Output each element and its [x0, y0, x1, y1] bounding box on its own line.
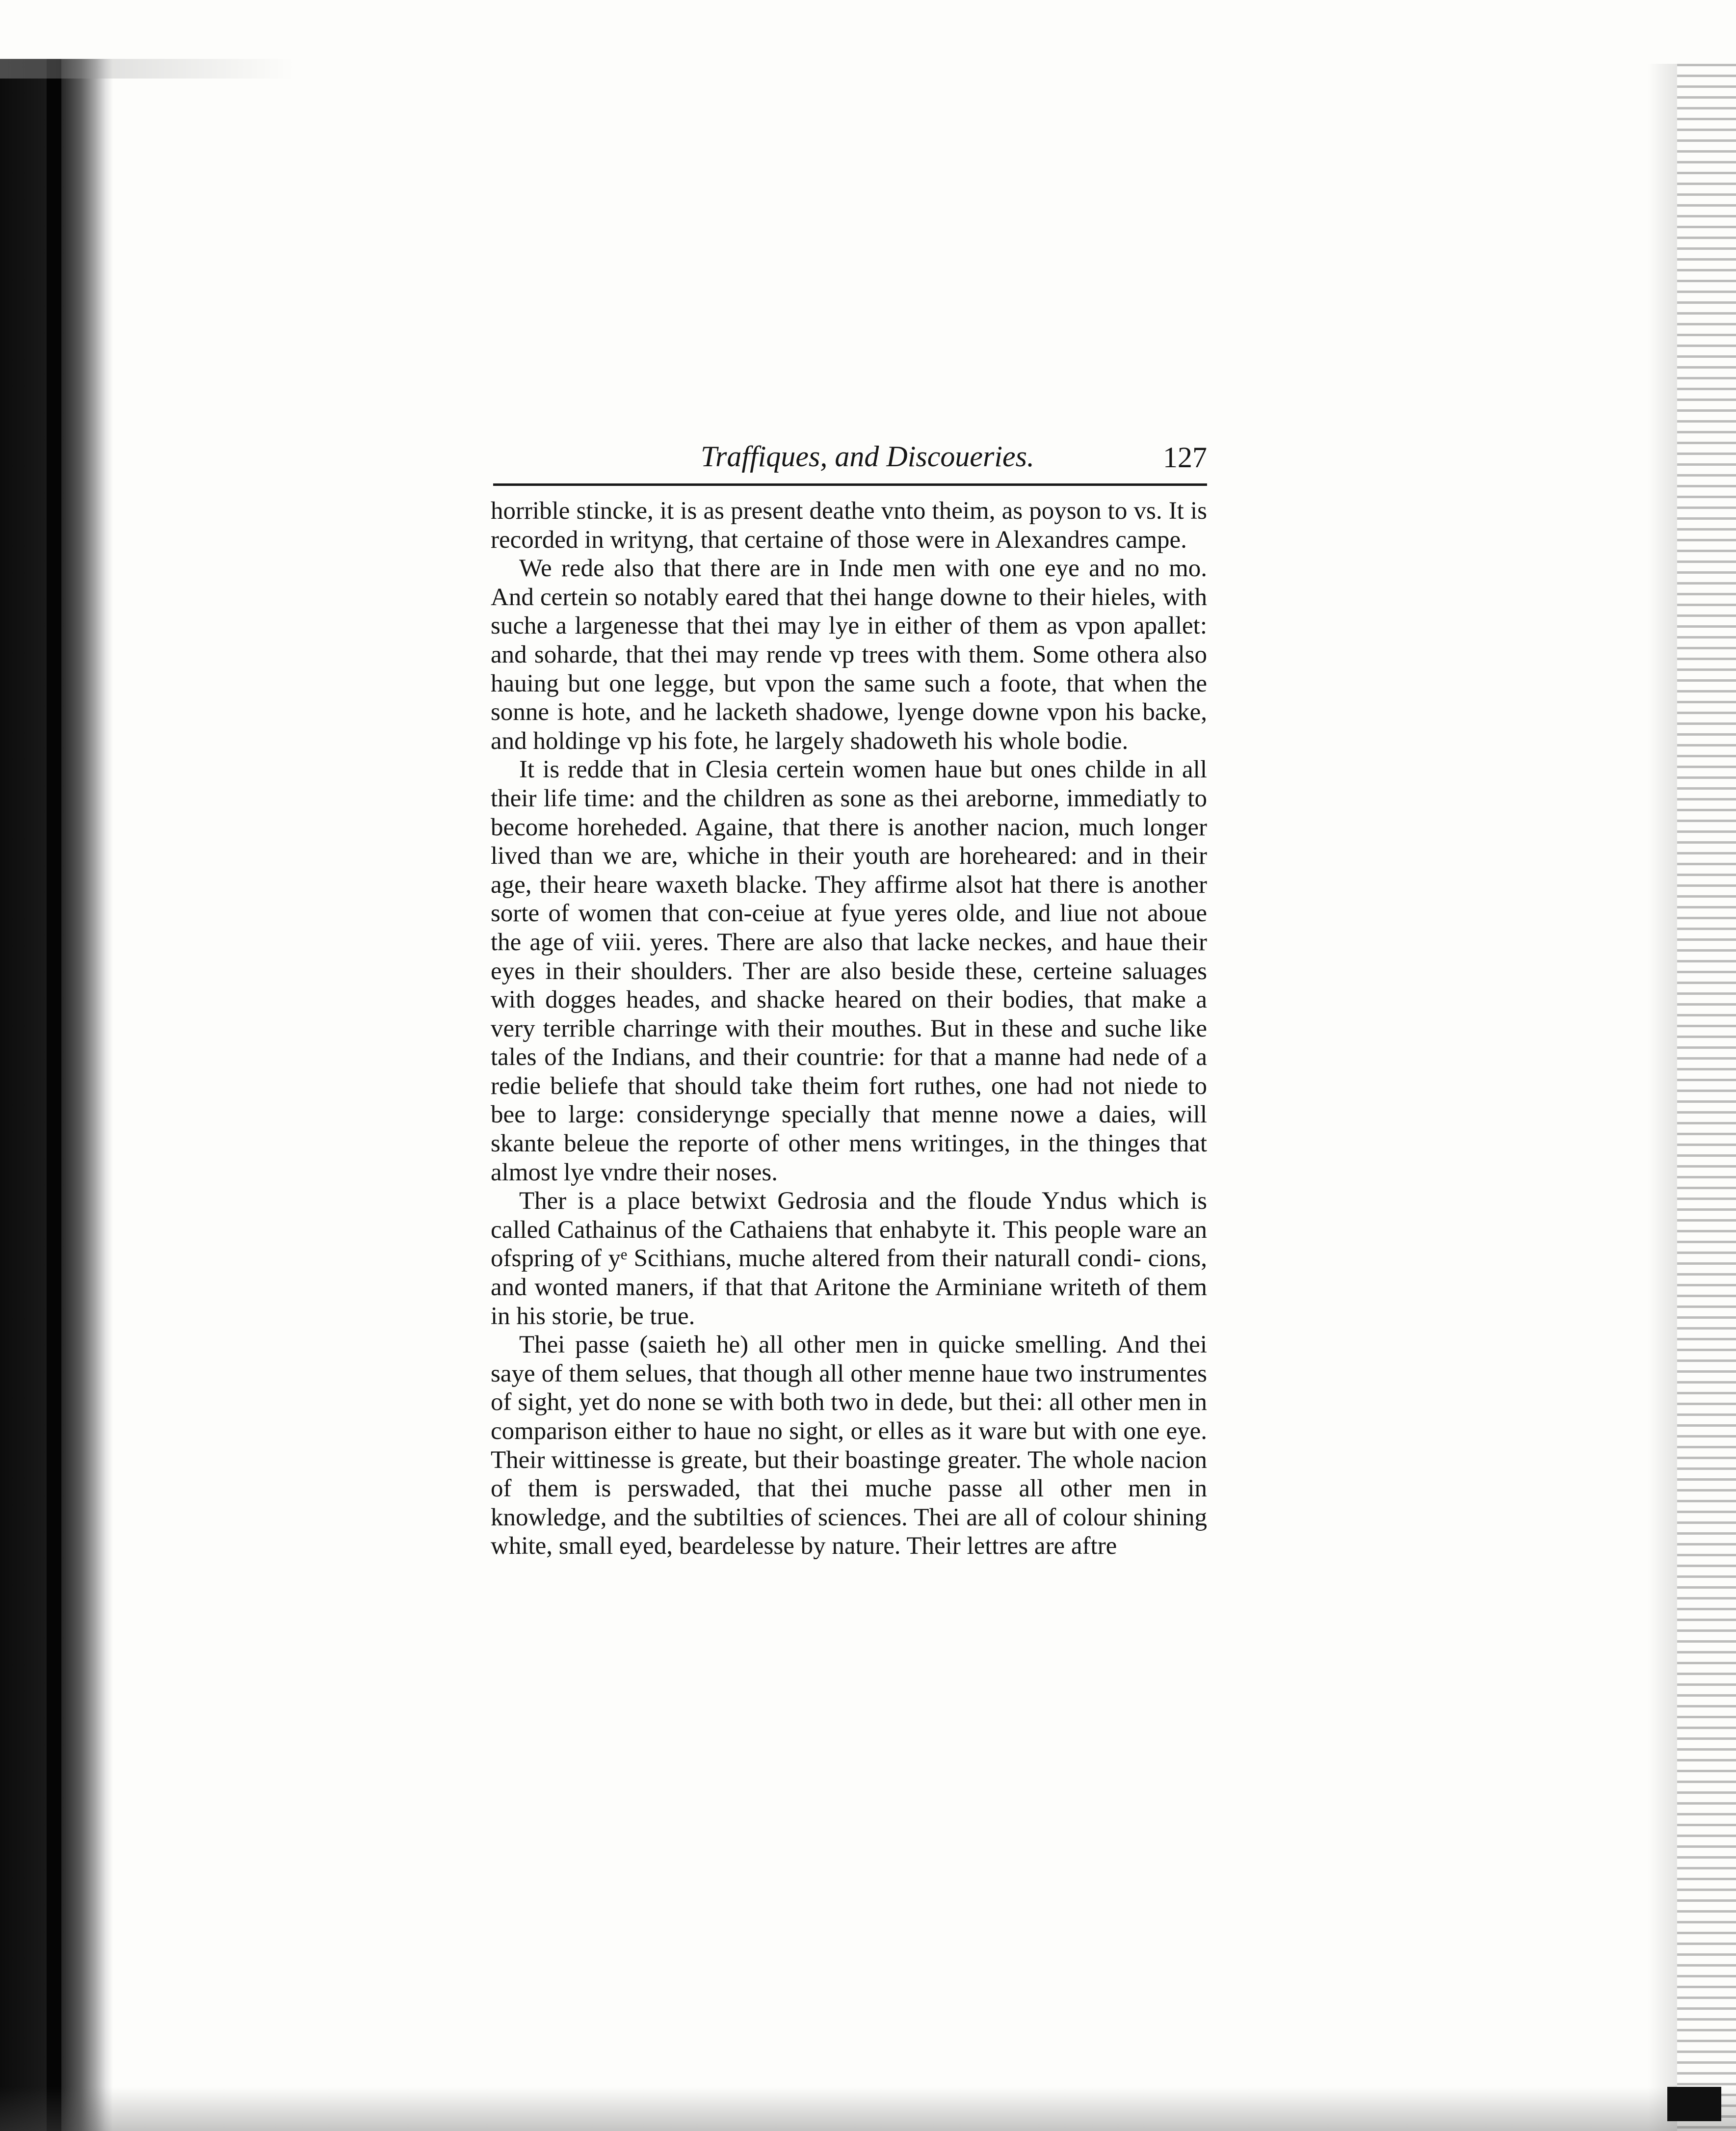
scan-top-edge: [0, 59, 294, 79]
scan-right-edge: [1677, 64, 1736, 2131]
paragraph: Ther is a place betwixt Gedrosia and the floude Yndus which is called Cathainus of the Cathaiens that enhabyte it. This people ware an ofspring of yᵉ Scithians, muche altered from their naturall condi- cions, and wonted maners, if that that Aritone the Arminiane writeth of them in his storie, be true.: [491, 1187, 1207, 1330]
scan-corner-mark: [1667, 2087, 1721, 2121]
paragraph: horrible stincke, it is as present deathe vnto theim, as poyson to vs. It is recorded in writyng, that certaine of those were in Alexandres campe.: [491, 497, 1207, 554]
page-number: 127: [1163, 441, 1207, 474]
paragraph: Thei passe (saieth he) all other men in quicke smelling. And thei saye of them selues, that though all other menne haue two instrumentes of sight, yet do none se with both two in dede, but thei: all other men in comparison either to haue no sight, or elles as it ware but with one eye. Their wittinesse is greate, but their boastinge greater. The whole nacion of them is perswaded, that thei muche passe all other men in knowledge, and the subtilties of sciences. Thei are all of colour shining white, small eyed, beardelesse by nature. Their lettres are aftre: [491, 1331, 1207, 1560]
body-text: [491, 497, 1207, 1561]
running-head: [491, 432, 1207, 486]
paragraph: It is redde that in Clesia certein women haue but ones childe in all their life time: and the children as sone as thei areborne, immediatly to become horeheded. Againe, that there is another nacion, much longer lived than we are, whiche in their youth are horeheared: and in their age, their heare waxeth blacke. They affirme alsot hat there is another sorte of women that con-ceiue at fyue yeres olde, and liue not aboue the age of viii. yeres. There are also that lacke neckes, and haue their eyes in their shoulders. Ther are also beside these, certeine saluages with dogges heades, and shacke heared on their bodies, that make a very terrible charringe with their mouthes. But in these and suche like tales of the Indians, and their countrie: for that a manne had nede of a redie beliefe that should take theim fort ruthes, one had not niede to bee to large: considerynge specially that menne nowe a daies, will skante beleue the reporte of other mens writinges, in the thinges that almost lye vndre their noses.: [491, 756, 1207, 1186]
scan-bottom-edge: [0, 2087, 1736, 2131]
running-title: Traffiques, and Discoueries.: [701, 440, 1035, 473]
header-rule: [493, 483, 1207, 486]
paragraph: We rede also that there are in Inde men with one eye and no mo. And certein so notably eared that thei hange downe to their hieles, with suche a largenesse that thei may lye in either of them as vpon apallet: and soharde, that thei may rende vp trees with them. Some othera also hauing but one legge, but vpon the same such a foote, that when the sonne is hote, and he lacketh shadowe, lyenge downe vpon his backe, and holdinge vp his fote, he largely shadoweth his whole bodie.: [491, 555, 1207, 755]
scan-right-shadow: [1648, 64, 1677, 2131]
book-spine: [47, 59, 61, 2131]
